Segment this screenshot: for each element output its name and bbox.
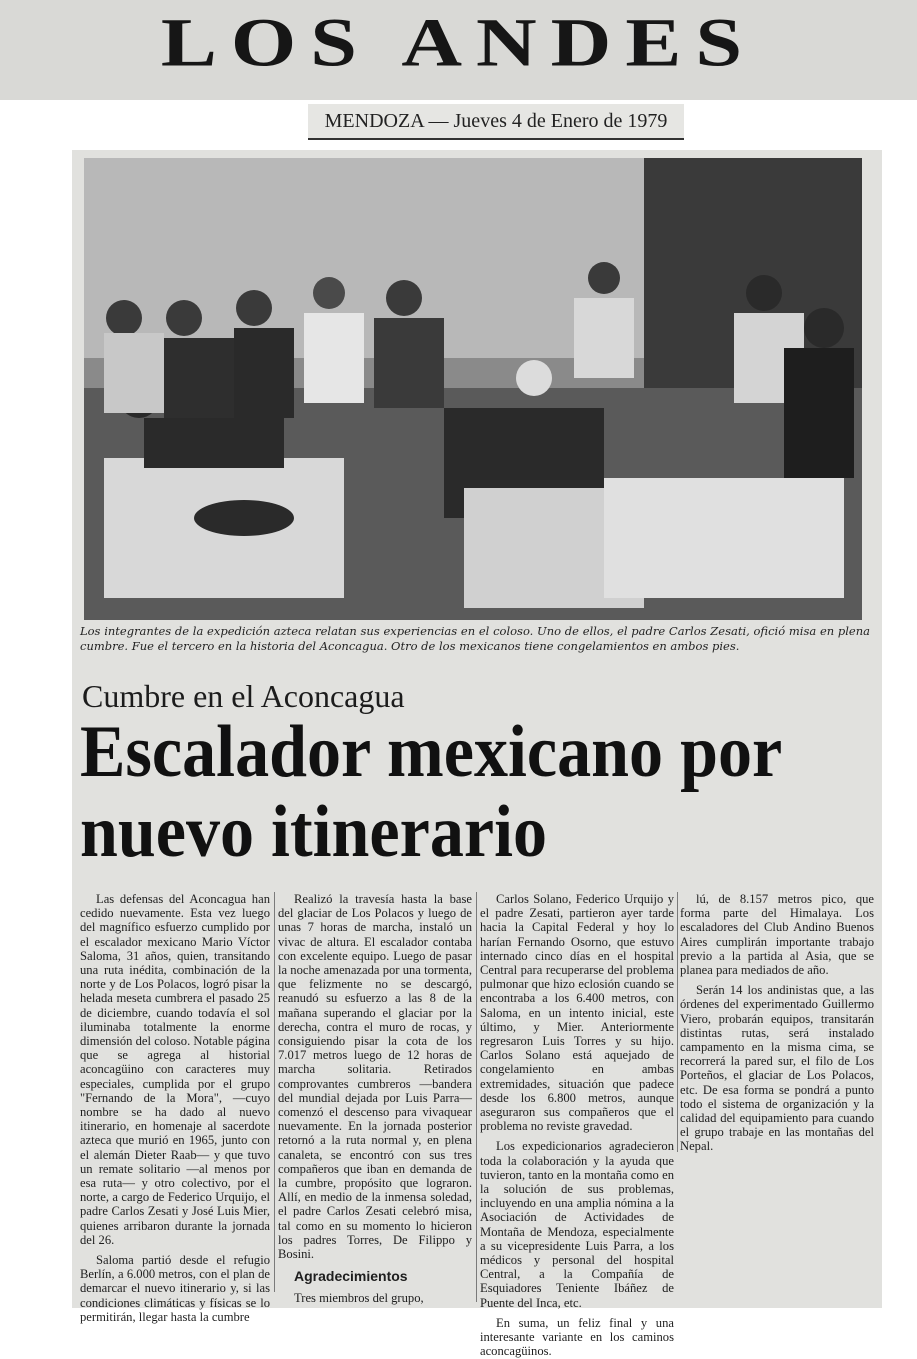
article-column-1 <box>80 892 270 1324</box>
article-column-4 <box>680 892 874 1152</box>
section-subhead: Agradecimientos <box>294 1268 408 1285</box>
paragraph: lú, de 8.157 metros pico, que forma parte del Himalaya. Los escaladores del Club Andino Buenos Aires cumplirán importante trabajo previo a la partida al Asia, que se planea para mediados de año. <box>680 892 874 978</box>
paragraph: Realizó la travesía hasta la base del glaciar de Los Polacos y luego de unas 7 horas de marcha, instaló un vivac de altura. El escalador contaba con excelente equipo. Luego de pasar la noche amenazada por una tormenta, que felizmente no se descargó, reanudó su esfuerzo a las 8 de la mañana superando el glaciar por la derecha, contra el muro de rocas, y consiguiendo pisar la cota de los 7.017 metros luego de 12 horas de marcha solitaria. Retirados comprovantes cumbreros —bandera del mundial dejada por Luis Parra— comenzó el descenso para vivaquear nuevamente. En la jornada posterior retornó a la ruta normal y, en plena canaleta, se encontró con sus tres compañeros que iban en demanda de la cumbre, propósito que lograron. Allí, en medio de la inmensa soledad, el padre Carlos Zesati celebró misa, tal como en su momento lo hicieron los padres Torres, De Filippo y Bosini. <box>278 892 472 1262</box>
photo-illustration <box>84 158 862 620</box>
column-divider <box>677 892 678 1152</box>
newspaper-masthead: LOS ANDES <box>160 4 757 81</box>
article-column-3 <box>480 892 674 1359</box>
paragraph: Saloma partió desde el refugio Berlín, a 6.000 metros, con el plan de demarcar el nuevo itinerario y, si las condiciones climáticas y físicas se lo permitirán, llegar hasta la cumbre <box>80 1253 270 1324</box>
paragraph: En suma, un feliz final y una interesante variante en los caminos aconcagüinos. <box>480 1315 674 1359</box>
paragraph: Los expedicionarios agradecieron toda la colaboración y la ayuda que tuvieron, tanto en la montaña como en la solución de sus problemas, incluyendo en una amplia nómina a la Asociación de Actividades de Montaña de Mendoza, especialmente a su vicepresidente Luis Parra, a los médicos y personal del hospital Central, a la Compañía de Esquiadores Teniente Ibáñez de Puente del Inca, etc. <box>480 1139 674 1310</box>
column-divider <box>476 892 477 1302</box>
paragraph: Serán 14 los andinistas que, a las órdenes del experimentado Guillermo Viero, probarán equipos, transitarán distintas rutas, será instalado campamento en la misma cima, se recorrerá la pared sur, el filo de Los Porteños, el glaciar de Los Polacos, etc. De esa forma se pondrá a punto todo el sistema de organización y la calidad del equipamiento para cuando el grupo trabaje en las montañas del Nepal. <box>680 983 874 1154</box>
article-headline: Escalador mexicano por nuevo itinerario <box>80 711 781 873</box>
photo-caption: Los integrantes de la expedición azteca relatan sus experiencias en el coloso. Uno de ellos, el padre Carlos Zesati, ofició misa en plena cumbre. Fue el tercero en la historia del Aconcagua. Otro de los mexicanos tiene congelamientos en ambos pies. <box>80 624 870 653</box>
paragraph: Tres miembros del grupo, <box>294 1291 424 1306</box>
paragraph: Carlos Solano, Federico Urquijo y el padre Zesati, partieron ayer tarde hacia la Capital Federal y hoy lo harían Fernando Osorno, que estuvo internado cinco días en el hospital Central para recuperarse del problema pulmonar que hizo eclosión cuando se encontraba a los 6.400 metros, con Saloma, en un intento inicial, este último, y Mier. Anteriormente regresaron Luis Torres y su hijo. Carlos Solano está aquejado de congelamiento en ambas extremidades, situación que padece desde los 6.800 metros, aunque aseguraron sus compañeros que el problema no reviste gravedad. <box>480 892 674 1134</box>
dateline: MENDOZA — Jueves 4 de Enero de 1979 <box>308 104 684 140</box>
expedition-photo <box>84 158 862 620</box>
article-column-2 <box>278 892 472 1306</box>
article-kicker: Cumbre en el Aconcagua <box>82 678 405 714</box>
column-divider <box>274 892 275 1292</box>
paragraph: Las defensas del Aconcagua han cedido nuevamente. Esta vez luego del magnífico esfuerzo cumplido por el escalador mexicano Mario Víctor Saloma, 31 años, quien, transitando una ruta inédita, combinación de la norte y de Los Polacos, logró pisar la helada meseta cumbrera el pasado 25 de diciembre, cuando todavía el sol iluminaba totalmente la enorme dimensión del coloso. Notable página que se agrega al historial aconcagüino con caracteres muy especiales, cumplida por el grupo "Fernando de la Mora", —cuyo nombre se ha dado al nuevo itinerario, en homenaje al sacerdote azteca que murió en 1965, junto con el alemán Dieter Raab— y que tuvo un remate solitario —al menos por esa ruta— y otro colectivo, por el norte, a cargo de Federico Urquijo, el padre Carlos Zesati y José Luis Mier, quienes arribaron durante la jornada del 26. <box>80 892 270 1247</box>
